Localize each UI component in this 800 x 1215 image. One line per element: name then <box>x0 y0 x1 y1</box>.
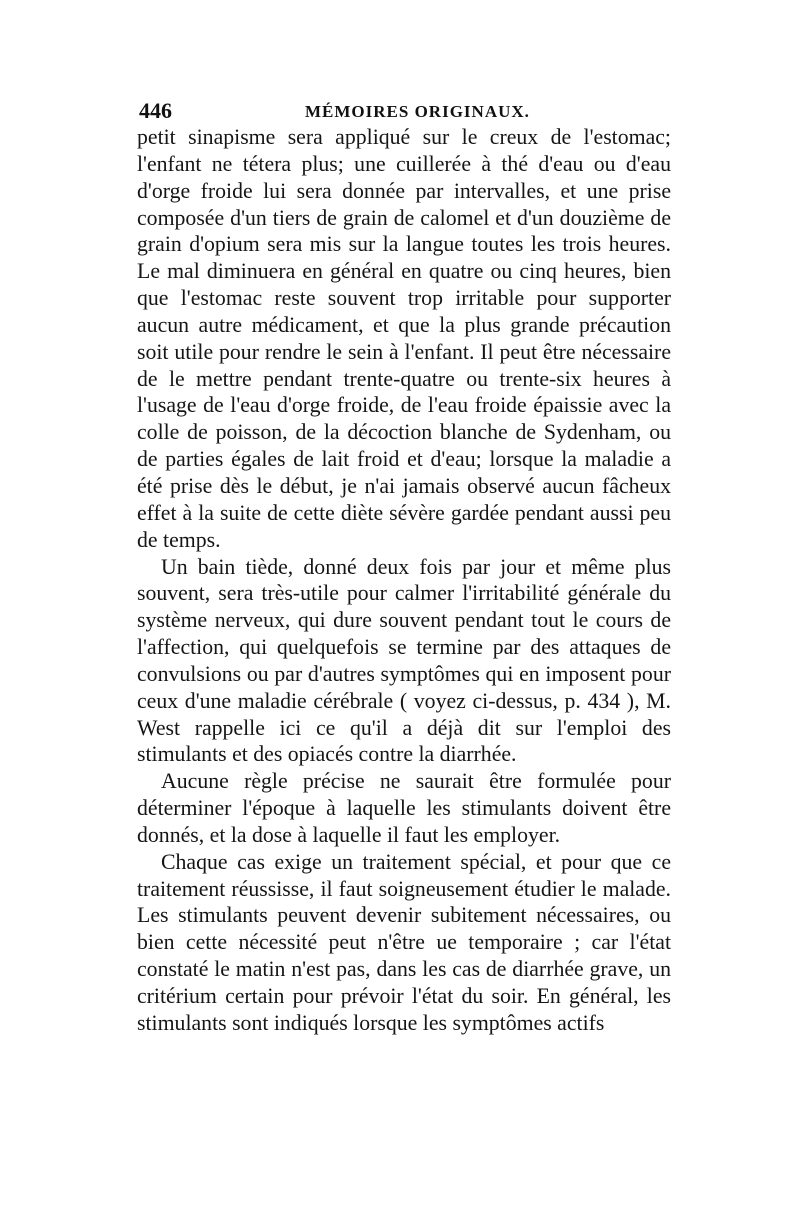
page-header <box>137 98 670 122</box>
paragraph: Aucune règle précise ne saurait être formulée pour déterminer l'époque à laquelle les stimulants doivent être donnés, et la dose à laquelle il faut les employer. <box>137 769 671 847</box>
paragraph: Un bain tiède, donné deux fois par jour et même plus souvent, sera très-utile pour calmer l'irritabilité générale du système nerveux, qui dure souvent pendant tout le cours de l'affection, qui quelquefois se termine par des attaques de convulsions ou par d'autres symptômes qui en imposent pour ceux d'une maladie cérébrale ( voyez ci-dessus, p. 434 ), M. West rappelle ici ce qu'il a déjà dit sur l'emploi des stimulants et des opiacés contre la diarrhée. <box>137 554 671 767</box>
body-text <box>137 124 671 1037</box>
paragraph: petit sinapisme sera appliqué sur le creux de l'estomac; l'enfant ne tétera plus; une cuillerée à thé d'eau ou d'eau d'orge froide lui sera donnée par intervalles, et une prise composée d'un tiers de grain de calomel et d'un douzième de grain d'opium sera mis sur la langue toutes les trois heures. Le mal diminuera en général en quatre ou cinq heures, bien que l'estomac reste souvent trop irritable pour supporter aucun autre médicament, et que la plus grande précaution soit utile pour rendre le sein à l'enfant. Il peut être nécessaire de le mettre pendant trente-quatre ou trente-six heures à l'usage de l'eau d'orge froide, de l'eau froide épaissie avec la colle de poisson, de la décoction blanche de Sydenham, ou de parties égales de lait froid et d'eau; lorsque la maladie a été prise dès le début, je n'ai jamais observé aucun fâcheux effet à la suite de cette diète sévère gardée pendant aussi peu de temps. <box>137 125 671 552</box>
running-title: MÉMOIRES ORIGINAUX. <box>305 102 530 121</box>
paragraph: Chaque cas exige un traitement spécial, et pour que ce traitement réussisse, il faut soigneusement étudier le malade. Les stimulants peuvent devenir subitement nécessaires, ou bien cette nécessité peut n'être ue temporaire ; car l'état constaté le matin n'est pas, dans les cas de diarrhée grave, un critérium certain pour prévoir l'état du soir. En général, les stimulants sont indiqués lorsque les symptômes actifs <box>137 849 671 1035</box>
page-number: 446 <box>139 98 172 123</box>
